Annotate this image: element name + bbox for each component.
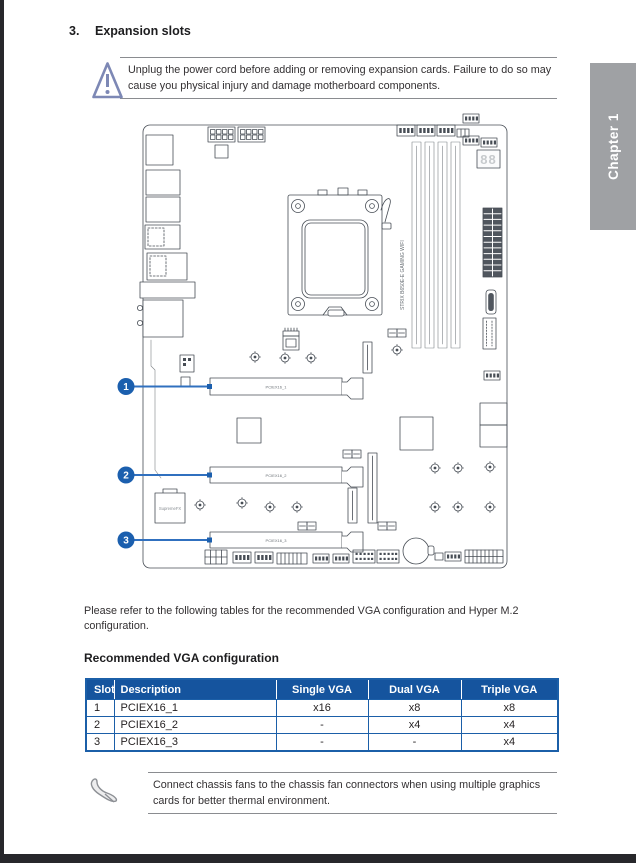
m2-slots bbox=[298, 329, 406, 530]
cell-triple: x8 bbox=[461, 700, 558, 717]
cell-description: PCIEX16_3 bbox=[114, 734, 276, 752]
chassis-fan-note-text: Connect chassis fans to the chassis fan connectors when using multiple graphics cards for better thermal environment. bbox=[153, 779, 541, 807]
vga-table-title: Recommended VGA configuration bbox=[84, 651, 279, 665]
audio-codec-chip bbox=[283, 328, 299, 350]
atx-power-connector bbox=[483, 208, 502, 277]
cell-slot: 2 bbox=[86, 717, 114, 734]
col-triple-vga: Triple VGA bbox=[461, 679, 558, 700]
viewer-edge-bottom bbox=[0, 854, 636, 863]
usb-c-header bbox=[486, 290, 496, 314]
warning-note-text: Unplug the power cord before adding or removing expansion cards. Failure to do so may cause you physical injury and damage motherboard components. bbox=[128, 64, 552, 92]
svg-text:PCIEX16_1: PCIEX16_1 bbox=[265, 384, 287, 390]
fan-headers-top bbox=[397, 114, 479, 145]
section-number: 3. bbox=[69, 24, 80, 38]
chipset-right bbox=[400, 417, 433, 450]
screw-holes bbox=[195, 345, 496, 513]
chassis-fan-note bbox=[148, 772, 557, 814]
svg-text:PCIEX16_2: PCIEX16_2 bbox=[265, 473, 287, 478]
cell-slot: 3 bbox=[86, 734, 114, 752]
svg-text:PCIEX16_3: PCIEX16_3 bbox=[265, 538, 287, 543]
dimm-slots bbox=[412, 142, 460, 348]
cell-slot: 1 bbox=[86, 700, 114, 717]
cell-dual: - bbox=[368, 734, 461, 752]
supremefx-chip bbox=[155, 489, 185, 523]
rear-io-ports bbox=[137, 135, 195, 337]
pcie-slot-1 bbox=[210, 378, 363, 399]
cell-description: PCIEX16_2 bbox=[114, 717, 276, 734]
usb3-header bbox=[483, 318, 496, 349]
table-row bbox=[86, 717, 558, 734]
col-description: Description bbox=[114, 679, 276, 700]
note-hand-icon bbox=[86, 776, 120, 815]
section-title bbox=[69, 24, 549, 38]
cell-dual: x4 bbox=[368, 717, 461, 734]
chipset-left bbox=[237, 418, 261, 443]
cmos-battery bbox=[403, 538, 434, 564]
svg-text:1: 1 bbox=[123, 382, 129, 393]
cell-triple: x4 bbox=[461, 734, 558, 752]
callout-1 bbox=[118, 378, 213, 395]
pcb-trace-line bbox=[151, 340, 161, 478]
intro-paragraph: Please refer to the following tables for the recommended VGA configuration and Hyper M.2 configuration. bbox=[84, 605, 519, 632]
chapter-tab bbox=[590, 63, 636, 230]
warning-note bbox=[120, 57, 557, 99]
cell-single: - bbox=[276, 734, 368, 752]
board-name-text: STRIX B650E-E GAMING WIFI bbox=[400, 240, 406, 310]
svg-text:3: 3 bbox=[123, 535, 129, 547]
col-slot: Slot bbox=[86, 679, 114, 700]
callout-3 bbox=[118, 532, 213, 549]
vga-config-table bbox=[85, 678, 559, 752]
cell-description: PCIEX16_1 bbox=[114, 700, 276, 717]
warning-icon bbox=[92, 60, 124, 107]
section-title-text: Expansion slots bbox=[95, 24, 191, 38]
table-header-row bbox=[86, 679, 558, 700]
cell-single: x16 bbox=[276, 700, 368, 717]
svg-text:2: 2 bbox=[123, 470, 129, 482]
cpu-socket bbox=[288, 188, 391, 316]
table-row bbox=[86, 700, 558, 717]
pcie-slot-3 bbox=[210, 532, 363, 552]
cell-dual: x8 bbox=[368, 700, 461, 717]
motherboard-diagram bbox=[115, 110, 560, 570]
front-audio-header bbox=[180, 355, 194, 386]
col-dual-vga: Dual VGA bbox=[368, 679, 461, 700]
table-row bbox=[86, 734, 558, 752]
eps-power-connectors bbox=[208, 127, 265, 158]
col-single-vga: Single VGA bbox=[276, 679, 368, 700]
cell-single: - bbox=[276, 717, 368, 734]
chapter-tab-label: Chapter 1 bbox=[605, 113, 621, 180]
debug-led-display bbox=[477, 138, 500, 168]
svg-text:88: 88 bbox=[480, 152, 497, 167]
viewer-edge-left bbox=[0, 0, 4, 863]
cell-triple: x4 bbox=[461, 717, 558, 734]
callout-2 bbox=[118, 467, 213, 484]
svg-text:SupremeFX: SupremeFX bbox=[158, 506, 182, 511]
sata-block bbox=[480, 403, 507, 447]
fan-header-right bbox=[484, 371, 500, 380]
pcie-slot-2 bbox=[210, 467, 363, 487]
